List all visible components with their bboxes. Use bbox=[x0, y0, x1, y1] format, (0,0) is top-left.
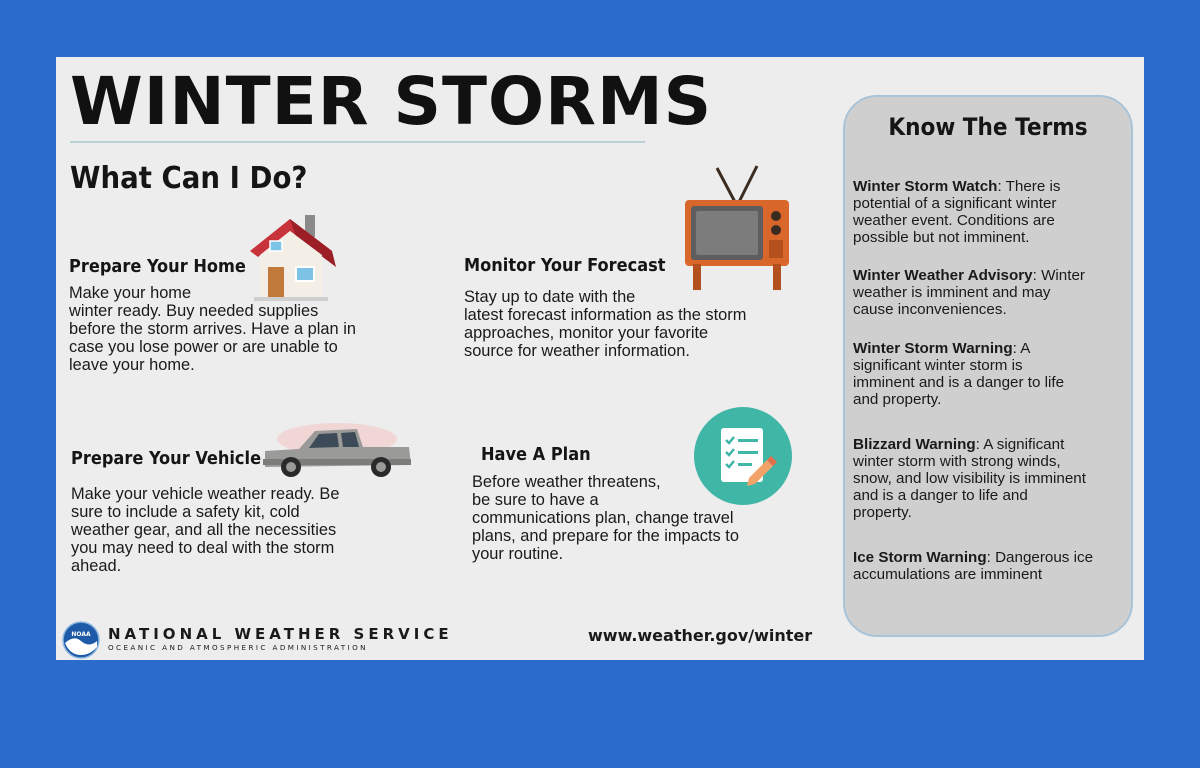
term-separator: : bbox=[975, 436, 984, 453]
terms-title: Know The Terms bbox=[888, 113, 1088, 141]
text-line: and is a danger to life and bbox=[853, 487, 1028, 504]
text-line: imminent and is a danger to life bbox=[853, 374, 1065, 391]
know-the-terms-panel bbox=[843, 95, 1133, 637]
term-text: There is bbox=[1005, 178, 1061, 195]
term-label: Winter Storm Warning bbox=[853, 340, 1013, 357]
section-forecast-heading: Monitor Your Forecast bbox=[464, 255, 666, 276]
house-icon bbox=[240, 211, 340, 303]
page-title: WINTER STORMS bbox=[70, 63, 713, 140]
text-line: you may need to deal with the storm bbox=[71, 539, 335, 557]
text-line: winter ready. Buy needed supplies bbox=[69, 302, 319, 320]
text-line: source for weather information. bbox=[464, 342, 690, 360]
footer-org-name: NATIONAL WEATHER SERVICE bbox=[108, 625, 453, 643]
term-winter-weather-advisory bbox=[853, 267, 1125, 318]
page-subtitle: What Can I Do? bbox=[70, 161, 308, 196]
checklist-icon bbox=[693, 406, 793, 506]
tv-icon bbox=[683, 164, 793, 296]
term-text: Dangerous ice bbox=[995, 549, 1094, 566]
text-line: weather gear, and all the necessities bbox=[71, 521, 337, 539]
text-line: Make your vehicle weather ready. Be bbox=[71, 485, 340, 503]
footer-url-link[interactable]: www.weather.gov/winter bbox=[588, 626, 813, 645]
section-home-heading: Prepare Your Home bbox=[69, 256, 246, 277]
footer-org-subtitle: OCEANIC AND ATMOSPHERIC ADMINISTRATION bbox=[108, 643, 368, 652]
text-line bbox=[853, 340, 1125, 357]
term-text: Winter bbox=[1041, 267, 1085, 284]
title-divider bbox=[70, 141, 645, 143]
term-label: Blizzard Warning bbox=[853, 436, 976, 453]
section-vehicle-heading: Prepare Your Vehicle bbox=[71, 448, 262, 469]
text-line: Before weather threatens, bbox=[472, 473, 661, 491]
pickup-truck-icon bbox=[259, 421, 414, 481]
text-line: Make your home bbox=[69, 284, 192, 302]
term-text: A significant bbox=[983, 436, 1065, 453]
text-line: ahead. bbox=[71, 557, 122, 575]
section-vehicle-body bbox=[71, 485, 339, 575]
term-label: Winter Storm Watch bbox=[853, 178, 998, 195]
text-line: winter storm with strong winds, bbox=[853, 453, 1061, 470]
term-winter-storm-warning bbox=[853, 340, 1125, 408]
term-label: Winter Weather Advisory bbox=[853, 267, 1033, 284]
text-line: your routine. bbox=[472, 545, 564, 563]
text-line: Stay up to date with the bbox=[464, 288, 636, 306]
text-line bbox=[853, 549, 1125, 566]
text-line bbox=[853, 178, 1125, 195]
text-line: significant winter storm is bbox=[853, 357, 1023, 374]
noaa-logo-text: NOAA bbox=[71, 631, 91, 638]
noaa-logo-icon bbox=[62, 621, 100, 659]
text-line bbox=[853, 436, 1125, 453]
text-line: be sure to have a bbox=[472, 491, 599, 509]
text-line: weather is imminent and may bbox=[853, 284, 1051, 301]
text-line: property. bbox=[853, 504, 912, 521]
text-line: before the storm arrives. Have a plan in bbox=[69, 320, 356, 338]
text-line: sure to include a safety kit, cold bbox=[71, 503, 300, 521]
text-line: potential of a significant winter bbox=[853, 195, 1057, 212]
text-line: leave your home. bbox=[69, 356, 195, 374]
text-line: case you lose power or are unable to bbox=[69, 338, 338, 356]
term-separator: : bbox=[1032, 267, 1042, 284]
term-separator: : bbox=[986, 549, 996, 566]
text-line: plans, and prepare for the impacts to bbox=[472, 527, 739, 545]
text-line: communications plan, change travel bbox=[472, 509, 734, 527]
term-text: A bbox=[1020, 340, 1031, 357]
infographic-card bbox=[56, 57, 1144, 660]
text-line: weather event. Conditions are bbox=[853, 212, 1055, 229]
text-line bbox=[853, 267, 1125, 284]
term-separator: : bbox=[1012, 340, 1021, 357]
text-line: and property. bbox=[853, 391, 942, 408]
text-line: latest forecast information as the storm bbox=[464, 306, 747, 324]
text-line: cause inconveniences. bbox=[853, 301, 1007, 318]
section-forecast-body bbox=[464, 288, 746, 360]
section-plan-heading: Have A Plan bbox=[481, 444, 591, 465]
term-blizzard-warning bbox=[853, 436, 1125, 521]
text-line: possible but not imminent. bbox=[853, 229, 1030, 246]
term-winter-storm-watch bbox=[853, 178, 1125, 246]
term-label: Ice Storm Warning bbox=[853, 549, 987, 566]
term-ice-storm-warning bbox=[853, 549, 1125, 583]
text-line: approaches, monitor your favorite bbox=[464, 324, 709, 342]
text-line: accumulations are imminent bbox=[853, 566, 1043, 583]
term-separator: : bbox=[997, 178, 1006, 195]
text-line: snow, and low visibility is imminent bbox=[853, 470, 1086, 487]
